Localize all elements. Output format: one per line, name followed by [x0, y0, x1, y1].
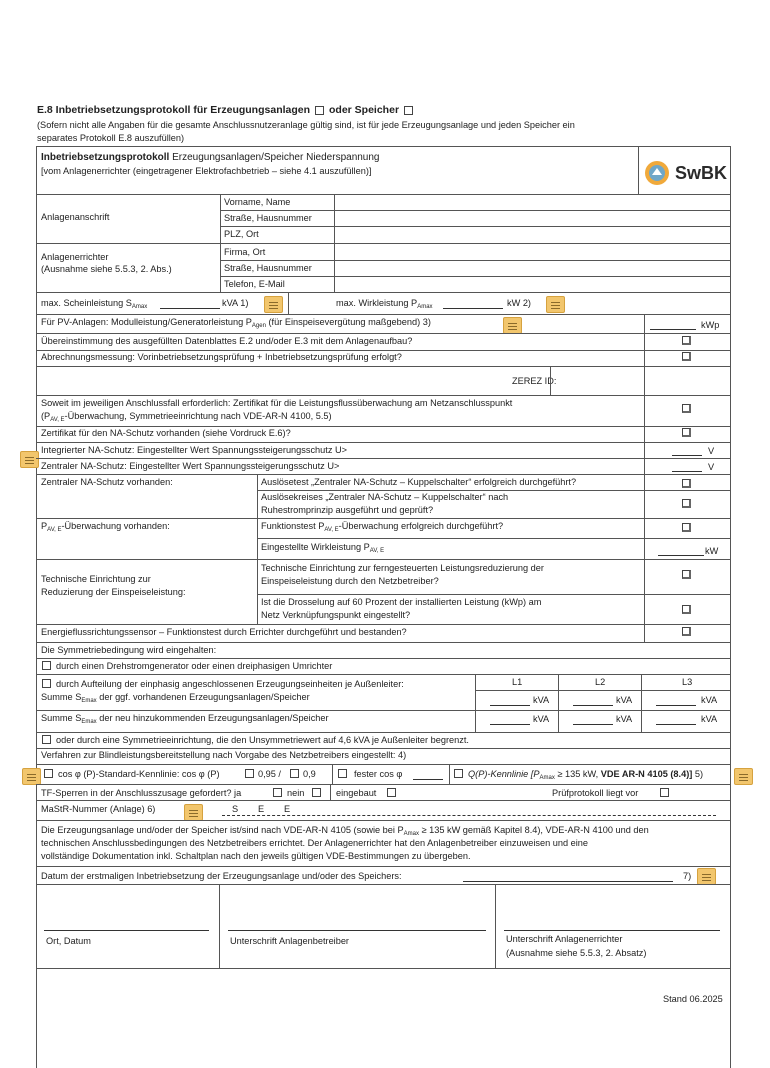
summe-neu-label: Summe $S_{Emax}$ der neu hinzukommenden Erzeugungsanlagen/Speicher	[41, 713, 329, 725]
note-marker-right[interactable]	[734, 768, 753, 785]
pv-kwp-unit: kWp	[701, 320, 720, 330]
tf-sperren-label: TF-Sperren in der Anschlusszusage gefordert? ja	[41, 788, 242, 798]
summe-vorhanden-l2-field[interactable]	[573, 705, 613, 706]
l3-header: L3	[682, 677, 693, 687]
ort-datum-field[interactable]	[44, 930, 209, 931]
unterschrift-betreiber-label: Unterschrift Anlagenbetreiber	[230, 936, 349, 946]
mastr-e1: E	[258, 804, 265, 814]
eingebaut-label: eingebaut	[336, 788, 377, 798]
zertifikat-checkbox[interactable]	[682, 404, 691, 413]
note-marker-3[interactable]	[503, 317, 522, 334]
symmetriebedingung-label: Die Symmetriebedingung wird eingehalten:	[41, 645, 217, 655]
telefon-email-label: Telefon, E-Mail	[224, 279, 285, 289]
integrierter-na-schutz-label: Integrierter NA-Schutz: Eingestellter Wert Spannungssteigerungsschutz U>	[41, 445, 347, 455]
note-marker-2[interactable]	[546, 296, 565, 313]
unterschrift-errichter-ausnahme: (Ausnahme siehe 5.5.3, 2. Absatz)	[506, 948, 647, 958]
declaration-line1: Die Erzeugungsanlage und/oder der Speicher ist/sind nach VDE-AR-N 4105 (sowie bei $P_{Amax} \ge 135$ kW gemäß Kapitel 8.4), VDE-AR-N 4100 und den	[41, 825, 649, 837]
mastr-label: MaStR-Nummer (Anlage) 6)	[41, 804, 156, 814]
note-marker-7[interactable]	[697, 868, 716, 885]
swbk-logo	[641, 155, 730, 191]
ausloesekreis-label-line2: Ruhestromprinzip ausgeführt und geprüft?	[261, 505, 434, 515]
qp-kennlinie-label: Q(P)-Kennlinie [$P_{Amax} \ge 135$ kW, VDE AR-N 4105 (8.4)] 5)	[468, 769, 704, 781]
telefon-email-field[interactable]	[336, 278, 729, 291]
datenblatt-label: Übereinstimmung des ausgefüllten Datenblattes E.2 und/oder E.3 mit dem Anlagenaufbau?	[41, 336, 413, 346]
strasse-field[interactable]	[336, 212, 729, 225]
note-marker-left-2[interactable]	[22, 768, 41, 785]
tf-ja-checkbox[interactable]	[273, 788, 282, 797]
na-schutz-zertifikat-label: Zertifikat für den NA-Schutz vorhanden (siehe Vordruck E.6)?	[41, 428, 291, 438]
fernsteuerung-label-line2: Einspeiseleistung durch den Netzbetreiber?	[261, 576, 439, 586]
integrierter-v-unit: V	[708, 446, 715, 456]
datum-ref: 7)	[683, 871, 692, 881]
unterschrift-errichter-label: Unterschrift Anlagenerrichter	[506, 934, 623, 944]
summe-vorhanden-l3-field[interactable]	[656, 705, 696, 706]
datenblatt-checkbox[interactable]	[682, 336, 691, 345]
zertifikat-label-line2: ($P_{AV, E}$-Überwachung, Symmetrieeinrichtung nach VDE-AR-N 4100, 5.5)	[41, 411, 332, 423]
summe-vorhanden-l2-unit: kVA	[616, 695, 633, 705]
mastr-number-field[interactable]	[222, 815, 716, 816]
fester-cos-field[interactable]	[413, 779, 443, 780]
symmetrieeinrichtung-label: oder durch eine Symmetrieeinrichtung, die den Unsymmetriewert auf 4,6 kVA je Außenleiter begrenzt.	[56, 735, 469, 745]
zerez-id-field[interactable]	[552, 368, 729, 393]
declaration-line3: vollständige Dokumentation inkl. Schaltplan nach den jeweils gültigen VDE-Bestimmungen zu übergeben.	[41, 851, 471, 861]
aufteilung-checkbox[interactable]	[42, 679, 51, 688]
cos-phi-label: cos φ (P)-Standard-Kennlinie: cos φ (P)	[58, 769, 220, 779]
zentraler-v-unit: V	[708, 462, 715, 472]
eingestellte-wirkleistung-label: Eingestellte Wirkleistung $P_{AV, E}$	[261, 542, 385, 554]
technische-einrichtung-label-line1: Technische Einrichtung zur	[41, 574, 151, 584]
drosselung-label-line2: Netz Verknüpfungspunkt eingestellt?	[261, 610, 411, 620]
fester-cos-label: fester cos φ	[354, 769, 403, 779]
symmetrieeinrichtung-checkbox[interactable]	[42, 735, 51, 744]
eingebaut-checkbox[interactable]	[387, 788, 396, 797]
drosselung-checkbox[interactable]	[682, 605, 691, 614]
anlagenanschrift-label: Anlagenanschrift	[41, 212, 110, 222]
pv-kwp-field[interactable]	[650, 329, 696, 330]
summe-neu-l2-unit: kVA	[616, 714, 633, 724]
form-title-or: oder Speicher	[329, 104, 400, 116]
drosselung-label-line1: Ist die Drosselung auf 60 Prozent der installierten Leistung (kWp) am	[261, 597, 542, 607]
technische-einrichtung-label-line2: Reduzierung der Einspeiseleistung:	[41, 587, 186, 597]
form-note-line1: (Sofern nicht alle Angaben für die gesamte Anschlussnutzeranlage gültig sind, ist für jede Erzeugungsanlage und jeden Speicher ein	[37, 120, 575, 130]
abrechnungsmessung-label: Abrechnungsmessung: Vorinbetriebsetzungsprüfung + Inbetriebsetzungsprüfung erfolgt?	[41, 352, 402, 362]
unterschrift-errichter-field[interactable]	[504, 930, 720, 931]
cos-09-checkbox[interactable]	[290, 769, 299, 778]
tf-nein-checkbox[interactable]	[312, 788, 321, 797]
vorname-name-label: Vorname, Name	[224, 197, 291, 207]
scheinleistung-label: max. Scheinleistung $S_{Amax}$	[41, 298, 148, 310]
wirkleistung-field[interactable]	[443, 308, 503, 309]
cos-095-checkbox[interactable]	[245, 769, 254, 778]
anlagenerrichter-ausnahme: (Ausnahme siehe 5.5.3, 2. Abs.)	[41, 264, 172, 274]
summe-neu-l3-unit: kVA	[701, 714, 718, 724]
ort-datum-label: Ort, Datum	[46, 936, 91, 946]
fester-cos-checkbox[interactable]	[338, 769, 347, 778]
aufteilung-label: durch Aufteilung der einphasig angeschlossenen Erzeugungseinheiten je Außenleiter:	[56, 679, 404, 689]
kw-unit: kW	[705, 546, 719, 556]
wirkleistung-label: max. Wirkleistung $P_{Amax}$	[336, 298, 433, 310]
funktionstest-checkbox[interactable]	[682, 523, 691, 532]
scheinleistung-field[interactable]	[160, 308, 220, 309]
fernsteuerung-label-line1: Technische Einrichtung zur ferngesteuerten Leistungsreduzierung der	[261, 563, 544, 573]
pruefprotokoll-label: Prüfprotokoll liegt vor	[552, 788, 639, 798]
anlagenerrichter-label: Anlagenerrichter	[41, 252, 109, 262]
eingestellte-wirkleistung-field[interactable]	[658, 555, 704, 556]
note-marker-1[interactable]	[264, 296, 283, 313]
firma-ort-field[interactable]	[336, 245, 729, 258]
na-schutz-zertifikat-checkbox[interactable]	[682, 428, 691, 437]
ausloesetest-label: Auslösetest „Zentraler NA-Schutz – Kuppelschalter“ erfolgreich durchgeführt?	[261, 477, 577, 487]
erzeugungsanlagen-checkbox[interactable]	[315, 106, 324, 115]
plz-ort-label: PLZ, Ort	[224, 229, 259, 239]
stand-footer: Stand 06.2025	[663, 994, 723, 1004]
firma-ort-label: Firma, Ort	[224, 247, 266, 257]
ausloesekreis-checkbox[interactable]	[682, 499, 691, 508]
datum-label: Datum der erstmaligen Inbetriebsetzung der Erzeugungsanlage und/oder des Speichers:	[41, 871, 402, 881]
funktionstest-label: Funktionstest $P_{AV, E}$-Überwachung erfolgreich durchgeführt?	[261, 521, 504, 533]
l2-header: L2	[595, 677, 606, 687]
energieflussrichtung-label: Energieflussrichtungssensor – Funktionstest durch Errichter durchgeführt und bestanden?	[41, 627, 407, 637]
strasse2-label: Straße, Hausnummer	[224, 263, 312, 273]
box-subheading: [vom Anlagenerrichter (eingetragener Elektrofachbetrieb – siehe 4.1 auszufüllen)]	[41, 166, 372, 176]
logo-text: SwBK	[675, 163, 728, 183]
drehstrom-label: durch einen Drehstromgenerator oder einen dreiphasigen Umrichter	[56, 661, 333, 671]
unterschrift-betreiber-field[interactable]	[228, 930, 486, 931]
pv-modulleistung-label: Für PV-Anlagen: Modulleistung/Generatorleistung $P_{Agen}$ (für Einspeisevergütung maßgebend) 3)	[41, 317, 431, 329]
mastr-s: S	[232, 804, 239, 814]
zentraler-na-schutz-vorhanden-label: Zentraler NA-Schutz vorhanden:	[41, 477, 173, 487]
form-title: E.8 Inbetriebsetzungsprotokoll für Erzeugungsanlagen	[37, 104, 311, 116]
note-marker-left-1[interactable]	[20, 451, 39, 468]
summe-neu-l1-unit: kVA	[533, 714, 550, 724]
cos-phi-checkbox[interactable]	[44, 769, 53, 778]
form-note-line2: separates Protokoll E.8 auszufüllen)	[37, 133, 185, 143]
plz-ort-field[interactable]	[336, 228, 729, 241]
summe-neu-l2-field[interactable]	[573, 724, 613, 725]
l1-header: L1	[512, 677, 523, 687]
pruefprotokoll-checkbox[interactable]	[660, 788, 669, 797]
integrierter-na-schutz-field[interactable]	[672, 455, 702, 456]
energieflussrichtung-checkbox[interactable]	[682, 627, 691, 636]
pav-ueberwachung-label: $P_{AV, E}$-Überwachung vorhanden:	[41, 521, 170, 533]
summe-vorhanden-label: Summe $S_{Emax}$ der ggf. vorhandenen Erzeugungsanlagen/Speicher	[41, 692, 310, 704]
ausloesekreis-label-line1: Auslösekreises „Zentraler NA-Schutz – Kuppelschalter“ nach	[261, 492, 509, 502]
drehstrom-checkbox[interactable]	[42, 661, 51, 670]
mastr-e2: E	[284, 804, 291, 814]
qp-kennlinie-checkbox[interactable]	[454, 769, 463, 778]
zertifikat-label-line1: Soweit im jeweiligen Anschlussfall erforderlich: Zertifikat für die Leistungsflussüberwachung am Netzanschlusspunkt	[41, 398, 513, 408]
ausloesetest-checkbox[interactable]	[682, 479, 691, 488]
note-marker-6[interactable]	[184, 804, 203, 821]
box-heading: Inbetriebsetzungsprotokoll Erzeugungsanlagen/Speicher Niederspannung	[41, 152, 380, 163]
cos-09-label: 0,9	[303, 769, 316, 779]
zerez-id-label: ZEREZ ID:	[512, 376, 557, 386]
abrechnungsmessung-checkbox[interactable]	[682, 352, 691, 361]
summe-neu-l3-field[interactable]	[656, 724, 696, 725]
fernsteuerung-checkbox[interactable]	[682, 570, 691, 579]
summe-vorhanden-l1-field[interactable]	[490, 705, 530, 706]
wirkleistung-unit: kW 2)	[507, 298, 531, 308]
cos-095-label: 0,95 /	[258, 769, 281, 779]
summe-neu-l1-field[interactable]	[490, 724, 530, 725]
speicher-checkbox[interactable]	[404, 106, 413, 115]
strasse2-field[interactable]	[336, 262, 729, 275]
zentraler-na-schutz-field[interactable]	[672, 471, 702, 472]
zentraler-na-schutz-wert-label: Zentraler NA-Schutz: Eingestellter Wert Spannungssteigerungsschutz U>	[41, 461, 340, 471]
blindleistung-label: Verfahren zur Blindleistungsbereitstellung nach Vorgabe des Netzbetreibers eingestellt: 4)	[41, 750, 407, 760]
vorname-name-field[interactable]	[336, 196, 729, 209]
summe-vorhanden-l1-unit: kVA	[533, 695, 550, 705]
declaration-line2: technischen Anschlussbedingungen des Netzbetreibers errichtet. Der Anlagenerrichter hat den Anlagenbetreiber einzuweisen und eine	[41, 838, 589, 848]
strasse-label: Straße, Hausnummer	[224, 213, 312, 223]
tf-nein-label: nein	[287, 788, 305, 798]
datum-field[interactable]	[463, 881, 673, 882]
summe-vorhanden-l3-unit: kVA	[701, 695, 718, 705]
scheinleistung-unit: kVA 1)	[222, 298, 249, 308]
